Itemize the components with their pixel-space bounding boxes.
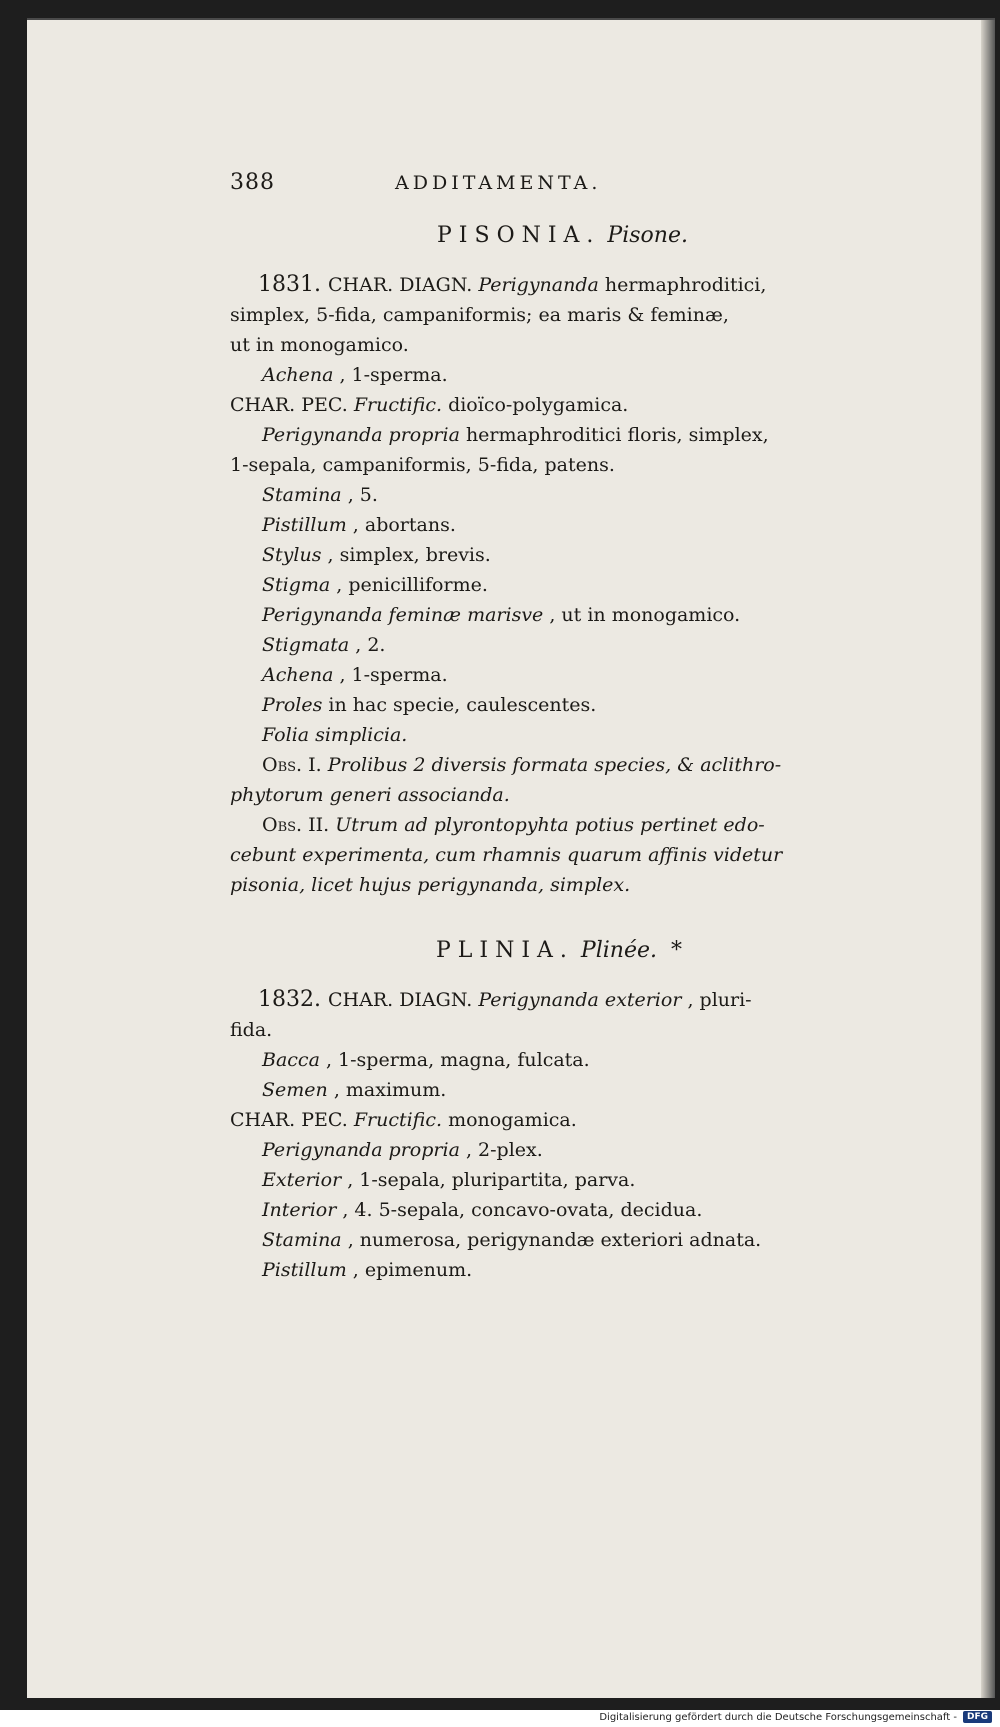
line-italic: Achena — [262, 364, 340, 386]
line-text: hermaphroditici floris, simplex, — [465, 424, 769, 446]
line-text: , penicilliforme. — [336, 574, 488, 596]
line-italic: Perigynanda feminæ marisve — [262, 604, 550, 626]
genus-vernacular: Pisone. — [600, 223, 688, 248]
line-text: , 4. 5-sepala, concavo-ovata, decidua. — [342, 1199, 703, 1221]
text-line — [230, 390, 895, 420]
line-text: hermaphroditici, — [604, 274, 767, 296]
line-italic: Semen — [262, 1079, 334, 1101]
line-text: , 1-sperma. — [339, 664, 448, 686]
line-text: , 1-sperma, magna, fulcata. — [325, 1049, 590, 1071]
genus-vernacular: Plinée. — [573, 938, 657, 963]
line-text: dioïco-polygamica. — [448, 394, 629, 416]
text-line — [230, 1255, 895, 1285]
line-text: 1-sepala, campaniformis, 5-fida, patens. — [230, 454, 615, 476]
text-line — [230, 810, 895, 840]
line-text: , 2. — [355, 634, 386, 656]
line-text: , simplex, brevis. — [327, 544, 491, 566]
text-line — [230, 300, 895, 330]
line-italic: Perigynanda exterior — [478, 989, 688, 1011]
line-text: simplex, 5-fida, campaniformis; ea maris & feminæ, — [230, 304, 729, 326]
text-line — [230, 690, 895, 720]
text-line — [230, 720, 895, 750]
page-gutter — [981, 20, 995, 1698]
footnote-mark: * — [657, 938, 689, 963]
sections-container — [230, 223, 895, 1285]
entry-number: 1831. — [258, 272, 328, 297]
text-line — [230, 1165, 895, 1195]
text-line — [230, 420, 895, 450]
text-line — [230, 870, 895, 900]
line-text: monogamica. — [448, 1109, 577, 1131]
line-italic: Fructific. — [353, 394, 449, 416]
text-line — [230, 510, 895, 540]
genus-title — [230, 223, 895, 248]
line-text: , maximum. — [333, 1079, 447, 1101]
line-text: in hac specie, caulescentes. — [328, 694, 597, 716]
text-line — [230, 985, 895, 1015]
text-line — [230, 360, 895, 390]
line-label: CHAR. PEC. — [230, 1109, 354, 1131]
line-italic: Exterior — [262, 1169, 348, 1191]
line-italic: Folia simplicia. — [262, 724, 408, 746]
line-italic: cebunt experimenta, cum rhamnis quarum affinis videtur — [230, 844, 783, 866]
line-italic: Prolibus 2 diversis formata species, & aclithro- — [327, 754, 782, 776]
dfg-logo: DFG — [963, 1711, 992, 1723]
line-text: , ut in monogamico. — [549, 604, 741, 626]
line-label: Obs. II. — [262, 814, 336, 836]
genus-name: PISONIA. — [437, 223, 601, 248]
text-line — [230, 480, 895, 510]
page-content — [230, 170, 895, 1285]
text-line — [230, 600, 895, 630]
line-text: , abortans. — [352, 514, 456, 536]
line-text: , 1-sepala, pluripartita, parva. — [347, 1169, 636, 1191]
text-line — [230, 1135, 895, 1165]
line-italic: Stamina — [262, 1229, 348, 1251]
line-italic: Fructific. — [353, 1109, 449, 1131]
section-gap — [230, 900, 895, 938]
line-italic: Perigynanda — [478, 274, 605, 296]
line-text: , 5. — [347, 484, 378, 506]
text-line — [230, 270, 895, 300]
line-italic: Interior — [262, 1199, 343, 1221]
line-text: , pluri- — [687, 989, 752, 1011]
text-line — [230, 780, 895, 810]
line-italic: Pistillum — [262, 1259, 353, 1281]
text-line — [230, 1045, 895, 1075]
line-label: Obs. I. — [262, 754, 328, 776]
text-line — [230, 660, 895, 690]
line-italic: Achena — [262, 664, 340, 686]
footer-credit — [599, 1711, 992, 1723]
text-line — [230, 570, 895, 600]
genus-name: PLINIA. — [435, 938, 574, 963]
line-italic: Stamina — [262, 484, 348, 506]
line-text: fida. — [230, 1019, 273, 1041]
entry-number: 1832. — [258, 987, 328, 1012]
line-label: CHAR. DIAGN. — [327, 274, 479, 296]
line-italic: phytorum generi associanda. — [230, 784, 510, 806]
line-italic: Perigynanda propria — [262, 1139, 466, 1161]
text-line — [230, 840, 895, 870]
text-line — [230, 1105, 895, 1135]
line-italic: pisonia, licet hujus perigynanda, simplex. — [230, 874, 631, 896]
text-line — [230, 540, 895, 570]
text-line — [230, 1225, 895, 1255]
text-line — [230, 750, 895, 780]
line-text: , numerosa, perigynandæ exteriori adnata. — [347, 1229, 762, 1251]
line-italic: Stigmata — [262, 634, 356, 656]
text-line — [230, 450, 895, 480]
line-text: , epimenum. — [352, 1259, 473, 1281]
line-label: CHAR. DIAGN. — [327, 989, 479, 1011]
line-italic: Pistillum — [262, 514, 353, 536]
text-line — [230, 1195, 895, 1225]
line-italic: Utrum ad plyrontopyhta potius pertinet edo- — [335, 814, 765, 836]
genus-title — [230, 938, 895, 963]
line-label: CHAR. PEC. — [230, 394, 354, 416]
footer-credit-text: Digitalisierung gefördert durch die Deutsche Forschungsgemeinschaft - — [599, 1711, 957, 1723]
line-text: , 2-plex. — [465, 1139, 543, 1161]
text-line — [230, 330, 895, 360]
line-text: , 1-sperma. — [339, 364, 448, 386]
line-italic: Stylus — [262, 544, 328, 566]
page-number: 388 — [230, 170, 275, 195]
line-italic: Perigynanda propria — [262, 424, 466, 446]
text-line — [230, 1015, 895, 1045]
line-italic: Stigma — [262, 574, 337, 596]
running-head: ADDITAMENTA. — [395, 172, 602, 194]
text-line — [230, 1075, 895, 1105]
line-italic: Proles — [262, 694, 329, 716]
line-text: ut in monogamico. — [230, 334, 409, 356]
page-header — [230, 170, 895, 195]
line-italic: Bacca — [262, 1049, 326, 1071]
text-line — [230, 630, 895, 660]
